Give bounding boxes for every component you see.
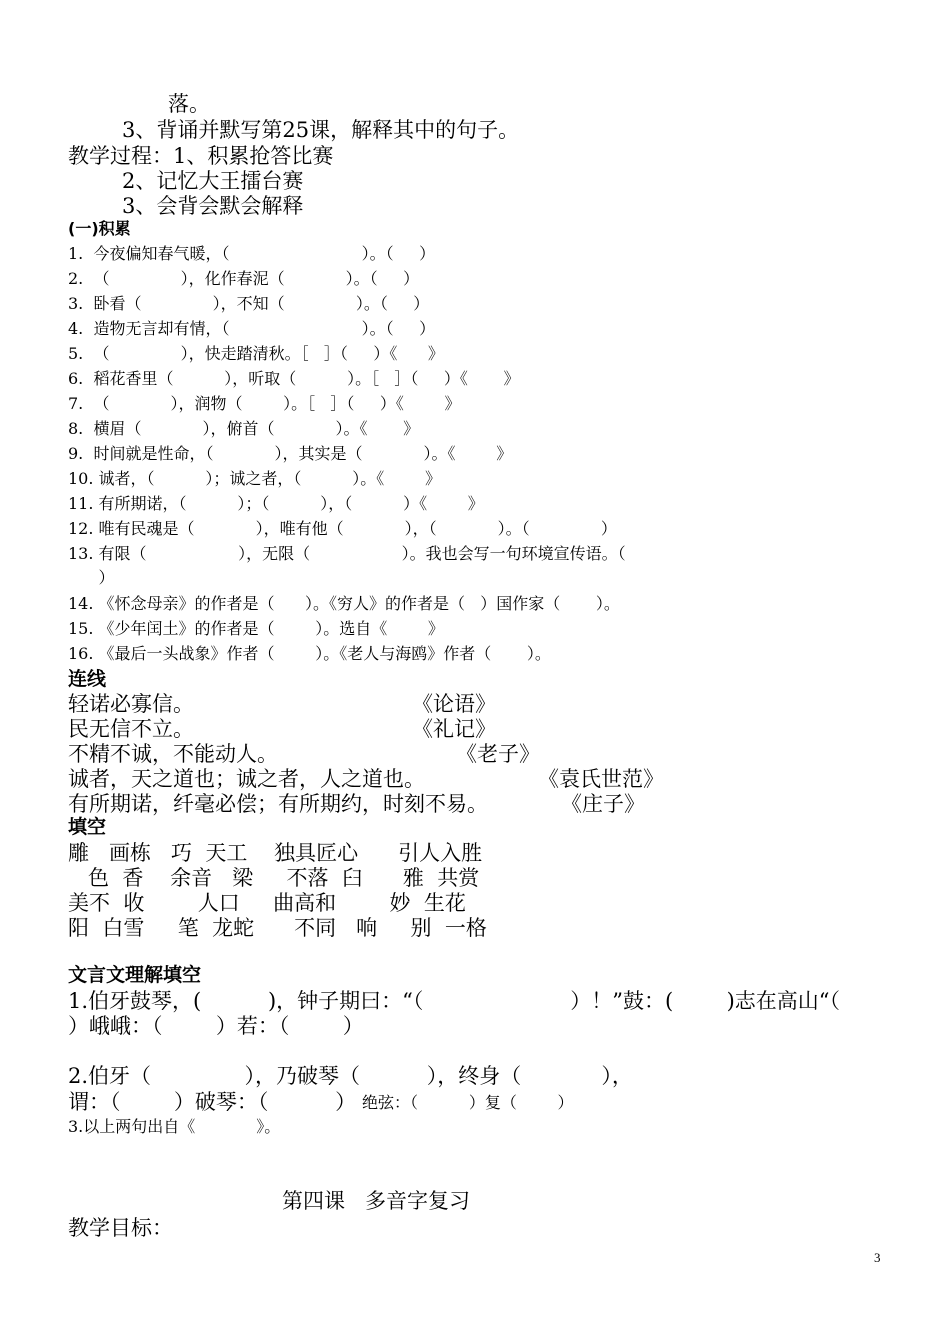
matching-quote: 轻诺必寡信。 xyxy=(68,692,194,716)
matching-source: 《论语》 xyxy=(412,692,496,716)
idiom-line: 美不 收 人口 曲高和 妙 生花 xyxy=(68,891,466,915)
accumulation-item: 6. 稻花香里（ ），听取（ ）。［ ］（ ）《 》 xyxy=(68,369,520,388)
accumulation-item: 1. 今夜偏知春气暖，（ ）。（ ） xyxy=(68,244,436,263)
process-line-2: 2、记忆大王擂台赛 xyxy=(122,169,304,193)
accumulation-item: 5. （ ），快走踏清秋。［ ］（ ）《 》 xyxy=(68,344,444,363)
idiom-line: 阳 白雪 笔 龙蛇 不同 响 别 一格 xyxy=(68,916,487,940)
section-accumulation-heading: (一)积累 xyxy=(68,219,131,238)
classical-heading: 文言文理解填空 xyxy=(68,964,202,986)
accumulation-item: 8. 横眉（ ），俯首（ ）。《 》 xyxy=(68,419,420,438)
matching-quote: 诚者，天之道也；诚之者，人之道也。 xyxy=(68,767,425,791)
matching-quote: 民无信不立。 xyxy=(68,717,194,741)
matching-heading: 连线 xyxy=(68,668,107,690)
accumulation-item: 13. 有限（ ），无限（ ）。我也会写一句环境宣传语。（ xyxy=(68,544,626,563)
accumulation-item: 9. 时间就是性命，（ ），其实是（ ）。《 》 xyxy=(68,444,513,463)
process-line-3: 3、会背会默会解释 xyxy=(122,194,304,218)
lesson-title: 第四课 多音字复习 xyxy=(282,1189,471,1213)
page-number: 3 xyxy=(874,1250,881,1265)
matching-source: 《庄子》 xyxy=(561,792,645,816)
accumulation-item: 10. 诚者，（ ）；诚之者，（ ）。《 》 xyxy=(68,469,441,488)
matching-source: 《礼记》 xyxy=(412,717,496,741)
fill-blanks-heading: 填空 xyxy=(68,816,107,838)
classical-q1-line-2: ）峨峨：（ ）若：（ ） xyxy=(68,1014,364,1038)
idiom-line: 雕 画栋 巧 天工 独具匠心 引人入胜 xyxy=(68,841,483,865)
accumulation-item: 15. 《少年闰土》的作者是（ ）。选自《 》 xyxy=(68,619,444,638)
classical-q2-line-1: 2.伯牙（ ），乃破琴（ ），终身（ ）， xyxy=(68,1064,633,1088)
matching-source: 《袁氏世范》 xyxy=(538,767,664,791)
classical-q2-line-2b: 绝弦：（ ）复（ ） xyxy=(362,1093,574,1112)
accumulation-item: 11. 有所期诺，（ ）；（ ），（ ）《 》 xyxy=(68,494,484,513)
classical-q3: 3.以上两句出自《 》。 xyxy=(68,1117,281,1136)
objectives-label: 教学目标： xyxy=(68,1216,173,1240)
accumulation-item-continuation: ） xyxy=(68,568,115,587)
objective-tail-line-1: 落。 xyxy=(168,92,210,116)
idiom-line: 色 香 余音 梁 不落 臼 雅 共赏 xyxy=(68,866,480,890)
matching-quote: 不精不诚，不能动人。 xyxy=(68,742,278,766)
classical-q2-line-2a: 谓：（ ）破琴：（ ） xyxy=(68,1090,357,1114)
accumulation-item: 14. 《怀念母亲》的作者是（ ）。《穷人》的作者是（ ）国作家（ ）。 xyxy=(68,594,620,613)
process-line-1: 教学过程：1、积累抢答比赛 xyxy=(68,144,334,168)
accumulation-item: 2. （ ），化作春泥（ ）。（ ） xyxy=(68,269,420,288)
matching-source: 《老子》 xyxy=(456,742,540,766)
objective-tail-line-2: 3、背诵并默写第25课，解释其中的句子。 xyxy=(122,118,520,142)
classical-q1-line-1: 1.伯牙鼓琴，( )，钟子期曰：“（ ）！”鼓：( )志在高山“（ xyxy=(68,989,841,1013)
accumulation-item: 16. 《最后一头战象》作者（ ）。《老人与海鸥》作者（ ）。 xyxy=(68,644,551,663)
accumulation-item: 7. （ ），润物（ ）。［ ］（ ）《 》 xyxy=(68,394,461,413)
accumulation-item: 3. 卧看（ ），不知（ ）。（ ） xyxy=(68,294,430,313)
matching-quote: 有所期诺，纤毫必偿；有所期约，时刻不易。 xyxy=(68,792,488,816)
accumulation-item: 12. 唯有民魂是（ ），唯有他（ ），（ ）。（ ） xyxy=(68,519,617,538)
accumulation-item: 4. 造物无言却有情，（ ）。（ ） xyxy=(68,319,436,338)
